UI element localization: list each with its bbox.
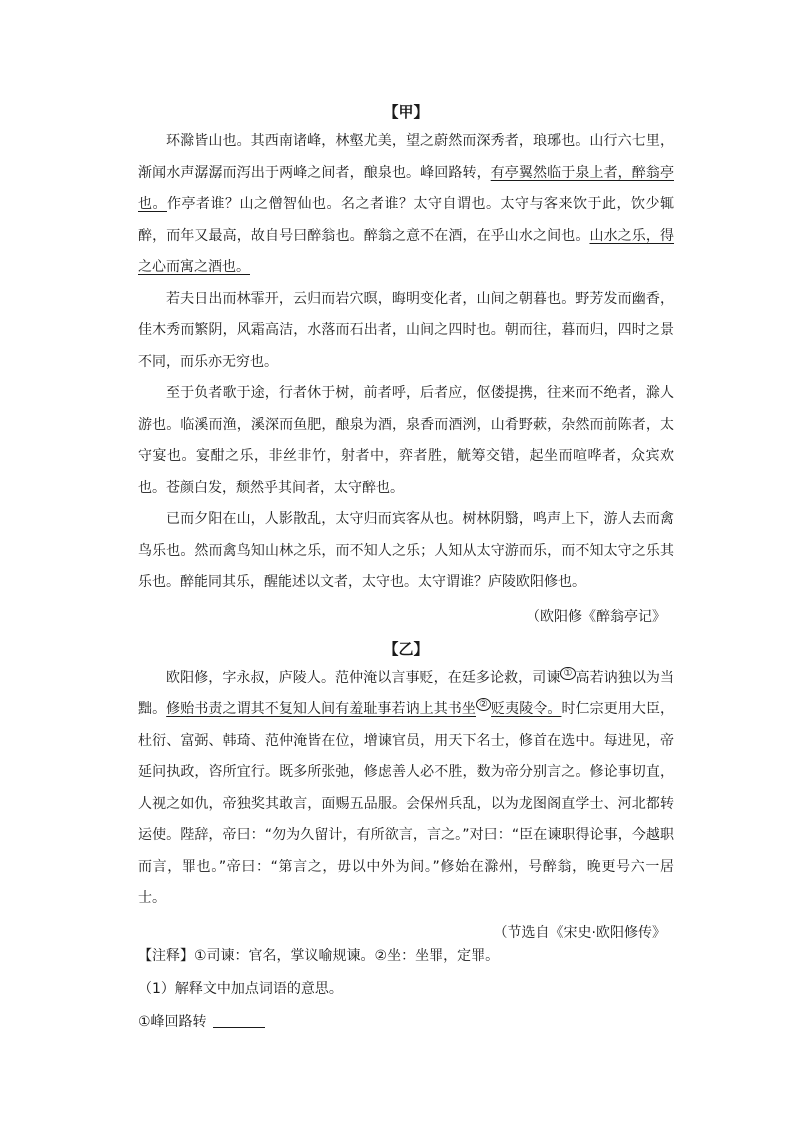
- jia-p1-underlined-1: 有亭翼然临于泉上者，醉翁亭也。: [138, 164, 674, 212]
- question-item-1: [138, 1006, 698, 1039]
- section-heading-jia: 【甲】: [383, 103, 429, 121]
- jia-source: （欧阳修《醉翁亭记》: [526, 608, 666, 625]
- footnote-marker-2: ②: [476, 698, 491, 711]
- jia-paragraph-4: 已而夕阳在山，人影散乱，太守归而宾客从也。树林阴翳，鸣声上下，游人去而禽鸟乐也。然而禽鸟知山林之乐，而不知人之乐；人知从太守游而乐，而不知太守之乐其乐也。醉能同其乐，醒能述以文者，太守也。太守谓谁？庐陵欧阳修也。: [138, 511, 674, 590]
- jia-paragraph-3: 至于负者歌于途，行者休于树，前者呼，后者应，伛偻提携，往来而不绝者，滁人游也。临溪而渔，溪深而鱼肥，酿泉为酒，泉香而酒洌，山肴野蔌，杂然而前陈者，太守宴也。宴酣之乐，非丝非竹，射者中，弈者胜，觥筹交错，起坐而喧哗者，众宾欢也。苍颜白发，颓然乎其间者，太守醉也。: [138, 385, 674, 496]
- yi-p1-underlined-2: 贬夷陵令。: [491, 701, 562, 717]
- yi-p1-text-b: 高若讷独以为当黜。: [138, 669, 675, 717]
- notes-and-questions: [138, 940, 698, 1039]
- answer-blank[interactable]: [213, 1013, 265, 1028]
- yi-source: （节选自《宋史·欧阳修传》: [493, 924, 666, 941]
- jia-paragraph-1: [138, 126, 674, 284]
- yi-p1-text-c: 时仁宗更用大臣，杜衍、富弼、韩琦、范仲淹皆在位，增谏官员，用天下名士，修首在选中。每进见，帝延问执政，咨所宜行。既多所张弛，修虑善人必不胜，数为帝分别言之。修论事切直，人视之如仇，帝独奖其敢言，面赐五品服。会保州兵乱，以为龙图阁直学士、河北都转运使。陛辞，帝曰：“勿为久留计，有所欲言，言之。”对曰：“臣在谏职得论事，今越职而言，罪也。”帝曰：“第言之，毋以中外为间。”修始在滁州，号醉翁，晚更号六一居士。: [138, 701, 675, 906]
- jia-p1-underlined-2: 山水之乐，得之心而寓之酒也。: [138, 227, 675, 275]
- jia-paragraph-2: 若夫日出而林霏开，云归而岩穴暝，晦明变化者，山间之朝暮也。野芳发而幽香，佳木秀而繁阴，风霜高洁，水落而石出者，山间之四时也。朝而往，暮而归，四时之景不同，而乐亦无穷也。: [138, 290, 674, 370]
- question-1: （1）解释文中加点词语的意思。: [138, 981, 343, 997]
- annotation-notes: 【注释】①司谏：官名，掌议喻规谏。②坐：坐罪，定罪。: [138, 948, 500, 964]
- section-heading-yi: 【乙】: [383, 639, 429, 658]
- document-page: [138, 98, 674, 951]
- jia-p1-text-b: 作亭者谁？山之僧智仙也。名之者谁？太守自谓也。太守与客来饮于此，饮少辄醉，而年又最高，故自号曰醉翁也。醉翁之意不在酒，在乎山水之间也。: [138, 196, 674, 244]
- jia-p1-text-a: 环滁皆山也。其西南诸峰，林壑尤美，望之蔚然而深秀者，琅琊也。山行六七里，渐闻水声潺潺而泻出于两峰之间者，酿泉也。峰回路转，: [138, 133, 674, 181]
- question-item-1-text: ①峰回路转: [138, 1014, 207, 1030]
- yi-p1-text-a: 欧阳修，字永叔，庐陵人。范仲淹以言事贬，在廷多论救，司谏: [166, 669, 561, 686]
- yi-paragraph-1: [138, 663, 674, 915]
- footnote-marker-1: ①: [560, 667, 575, 680]
- yi-p1-underlined: 修贻书责之谓其不复知人间有羞耻事若讷上其书坐: [166, 701, 476, 717]
